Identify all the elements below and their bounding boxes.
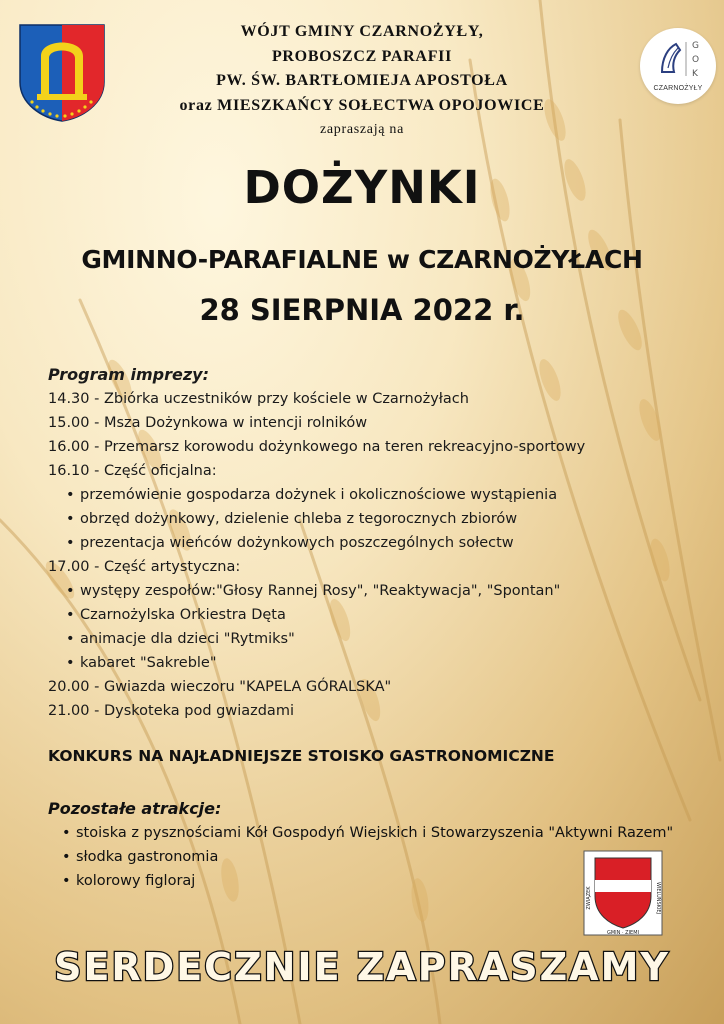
list-item: • występy zespołów:"Głosy Rannej Rosy", "Reaktywacja", "Spontan": [66, 579, 708, 603]
contest-announcement: KONKURS NA NAJŁADNIEJSZE STOISKO GASTRONOMICZNE: [48, 747, 555, 765]
invite-text: zapraszają na: [319, 122, 405, 137]
gok-logo: [640, 28, 716, 104]
program-item: 14.30 - Zbiórka uczestników przy kościele w Czarnożyłach: [48, 391, 469, 407]
organizer-line-1: WÓJT GMINY CZARNOŻYŁY,: [240, 23, 484, 40]
list-item: • Czarnożylska Orkiestra Dęta: [66, 603, 708, 627]
closing-invitation: SERDECZNIE ZAPRASZAMY: [54, 945, 670, 989]
artistic-list: [48, 579, 708, 675]
event-title: DOŻYNKI: [243, 161, 481, 214]
program-item: 21.00 - Dyskoteka pod gwiazdami: [48, 703, 294, 719]
gok-letter-o: O: [692, 55, 700, 65]
other-title: Pozostałe atrakcje:: [48, 799, 222, 818]
list-item: • kolorowy figloraj: [62, 869, 718, 893]
list-item: • przemówienie gospodarza dożynek i okolicznościowe wystąpienia: [66, 483, 708, 507]
event-date: 28 SIERPNIA 2022 r.: [199, 293, 525, 327]
event-subtitle: GMINNO-PARAFIALNE w CZARNOŻYŁACH: [81, 245, 643, 274]
coat-of-arms-icon: [17, 22, 107, 122]
gok-letter-k: K: [692, 69, 698, 79]
program-item: 20.00 - Gwiazda wieczoru "KAPELA GÓRALSKA": [48, 679, 392, 695]
horse-head-icon: [640, 28, 716, 88]
official-list: [48, 483, 708, 555]
program-item: 16.00 - Przemarsz korowodu dożynkowego na teren rekreacyjno-sportowy: [48, 439, 586, 455]
organizer-line-3: PW. ŚW. BARTŁOMIEJA APOSTOŁA: [216, 72, 508, 89]
list-item: • obrzęd dożynkowy, dzielenie chleba z tegorocznych zbiorów: [66, 507, 708, 531]
organizer-line-4: oraz MIESZKAŃCY SOŁECTWA OPOJOWICE: [179, 96, 545, 114]
list-item: • słodka gastronomia: [62, 845, 718, 869]
program-item: 16.10 - Część oficjalna:: [48, 463, 217, 479]
program-item: 15.00 - Msza Dożynkowa w intencji rolników: [48, 415, 368, 431]
list-item: • stoiska z pysznościami Kół Gospodyń Wiejskich i Stowarzyszenia "Aktywni Razem": [62, 821, 718, 845]
list-item: • kabaret "Sakreble": [66, 651, 708, 675]
program-title: Program imprezy:: [48, 365, 209, 384]
svg-text:WIELUŃSKIEJ: WIELUŃSKIEJ: [655, 881, 661, 915]
program-item: 17.00 - Część artystyczna:: [48, 559, 241, 575]
list-item: • animacje dla dzieci "Rytmiks": [66, 627, 708, 651]
organizers: [120, 20, 604, 143]
svg-text:ZWIĄZEK: ZWIĄZEK: [586, 886, 592, 910]
list-item: • prezentacja wieńców dożynkowych poszczególnych sołectw: [66, 531, 708, 555]
program-section: [48, 363, 708, 723]
gok-letter-g: G: [692, 41, 699, 51]
svg-text:GMIN · ZIEMI: GMIN · ZIEMI: [606, 930, 640, 936]
zgzw-logo-icon: [583, 850, 663, 936]
organizer-line-2: PROBOSZCZ PARAFII: [271, 47, 453, 65]
gok-name: CZARNOŻYŁY: [653, 85, 703, 92]
